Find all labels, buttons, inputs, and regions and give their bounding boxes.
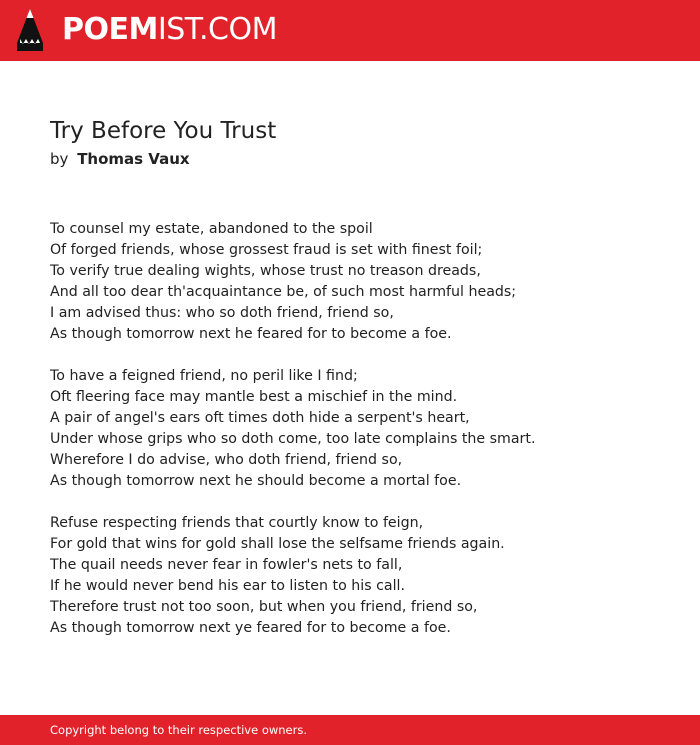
poem-title: Try Before You Trust: [50, 118, 277, 144]
poem-line: To counsel my estate, abandoned to the spoil: [50, 221, 373, 237]
copyright-text: Copyright belong to their respective owners.: [50, 723, 308, 737]
poem-line: Of forged friends, whose grossest fraud is set with finest foil;: [50, 242, 483, 258]
poem-line: To have a feigned friend, no peril like I find;: [50, 368, 358, 384]
stanza-2: [50, 366, 670, 492]
logo-text-bold: POEM: [62, 12, 158, 47]
poem-line: A pair of angel's ears oft times doth hide a serpent's heart,: [50, 410, 470, 426]
poem-line: The quail needs never fear in fowler's nets to fall,: [50, 557, 403, 573]
poem-line: As though tomorrow next ye feared for to become a foe.: [50, 620, 451, 636]
poem-line: If he would never bend his ear to listen to his call.: [50, 578, 405, 594]
poem-author: Thomas Vaux: [77, 150, 190, 168]
byline: [50, 148, 190, 170]
site-footer: [0, 715, 700, 745]
stanza-3: [50, 513, 670, 639]
poem-line: To verify true dealing wights, whose trust no treason dreads,: [50, 263, 481, 279]
poem-line: As though tomorrow next he feared for to become a foe.: [50, 326, 452, 342]
site-header: [0, 0, 700, 61]
poem-line: Refuse respecting friends that courtly know to feign,: [50, 515, 424, 531]
pencil-icon[interactable]: [17, 9, 43, 51]
poem-line: And all too dear th'acquaintance be, of such most harmful heads;: [50, 284, 517, 300]
poem-body: [50, 219, 670, 660]
poem-line: As though tomorrow next he should become a mortal foe.: [50, 473, 462, 489]
poem-line: Therefore trust not too soon, but when you friend, friend so,: [50, 599, 478, 615]
stanza-1: [50, 219, 670, 345]
poem-line: Under whose grips who so doth come, too late complains the smart.: [50, 431, 536, 447]
site-logo[interactable]: [62, 12, 277, 48]
poem-line: I am advised thus: who so doth friend, friend so,: [50, 305, 394, 321]
logo-text-light: IST.COM: [157, 12, 277, 47]
poem-line: For gold that wins for gold shall lose the selfsame friends again.: [50, 536, 505, 552]
poem-line: Oft fleering face may mantle best a mischief in the mind.: [50, 389, 458, 405]
by-label: by: [50, 150, 69, 168]
poem-line: Wherefore I do advise, who doth friend, friend so,: [50, 452, 403, 468]
